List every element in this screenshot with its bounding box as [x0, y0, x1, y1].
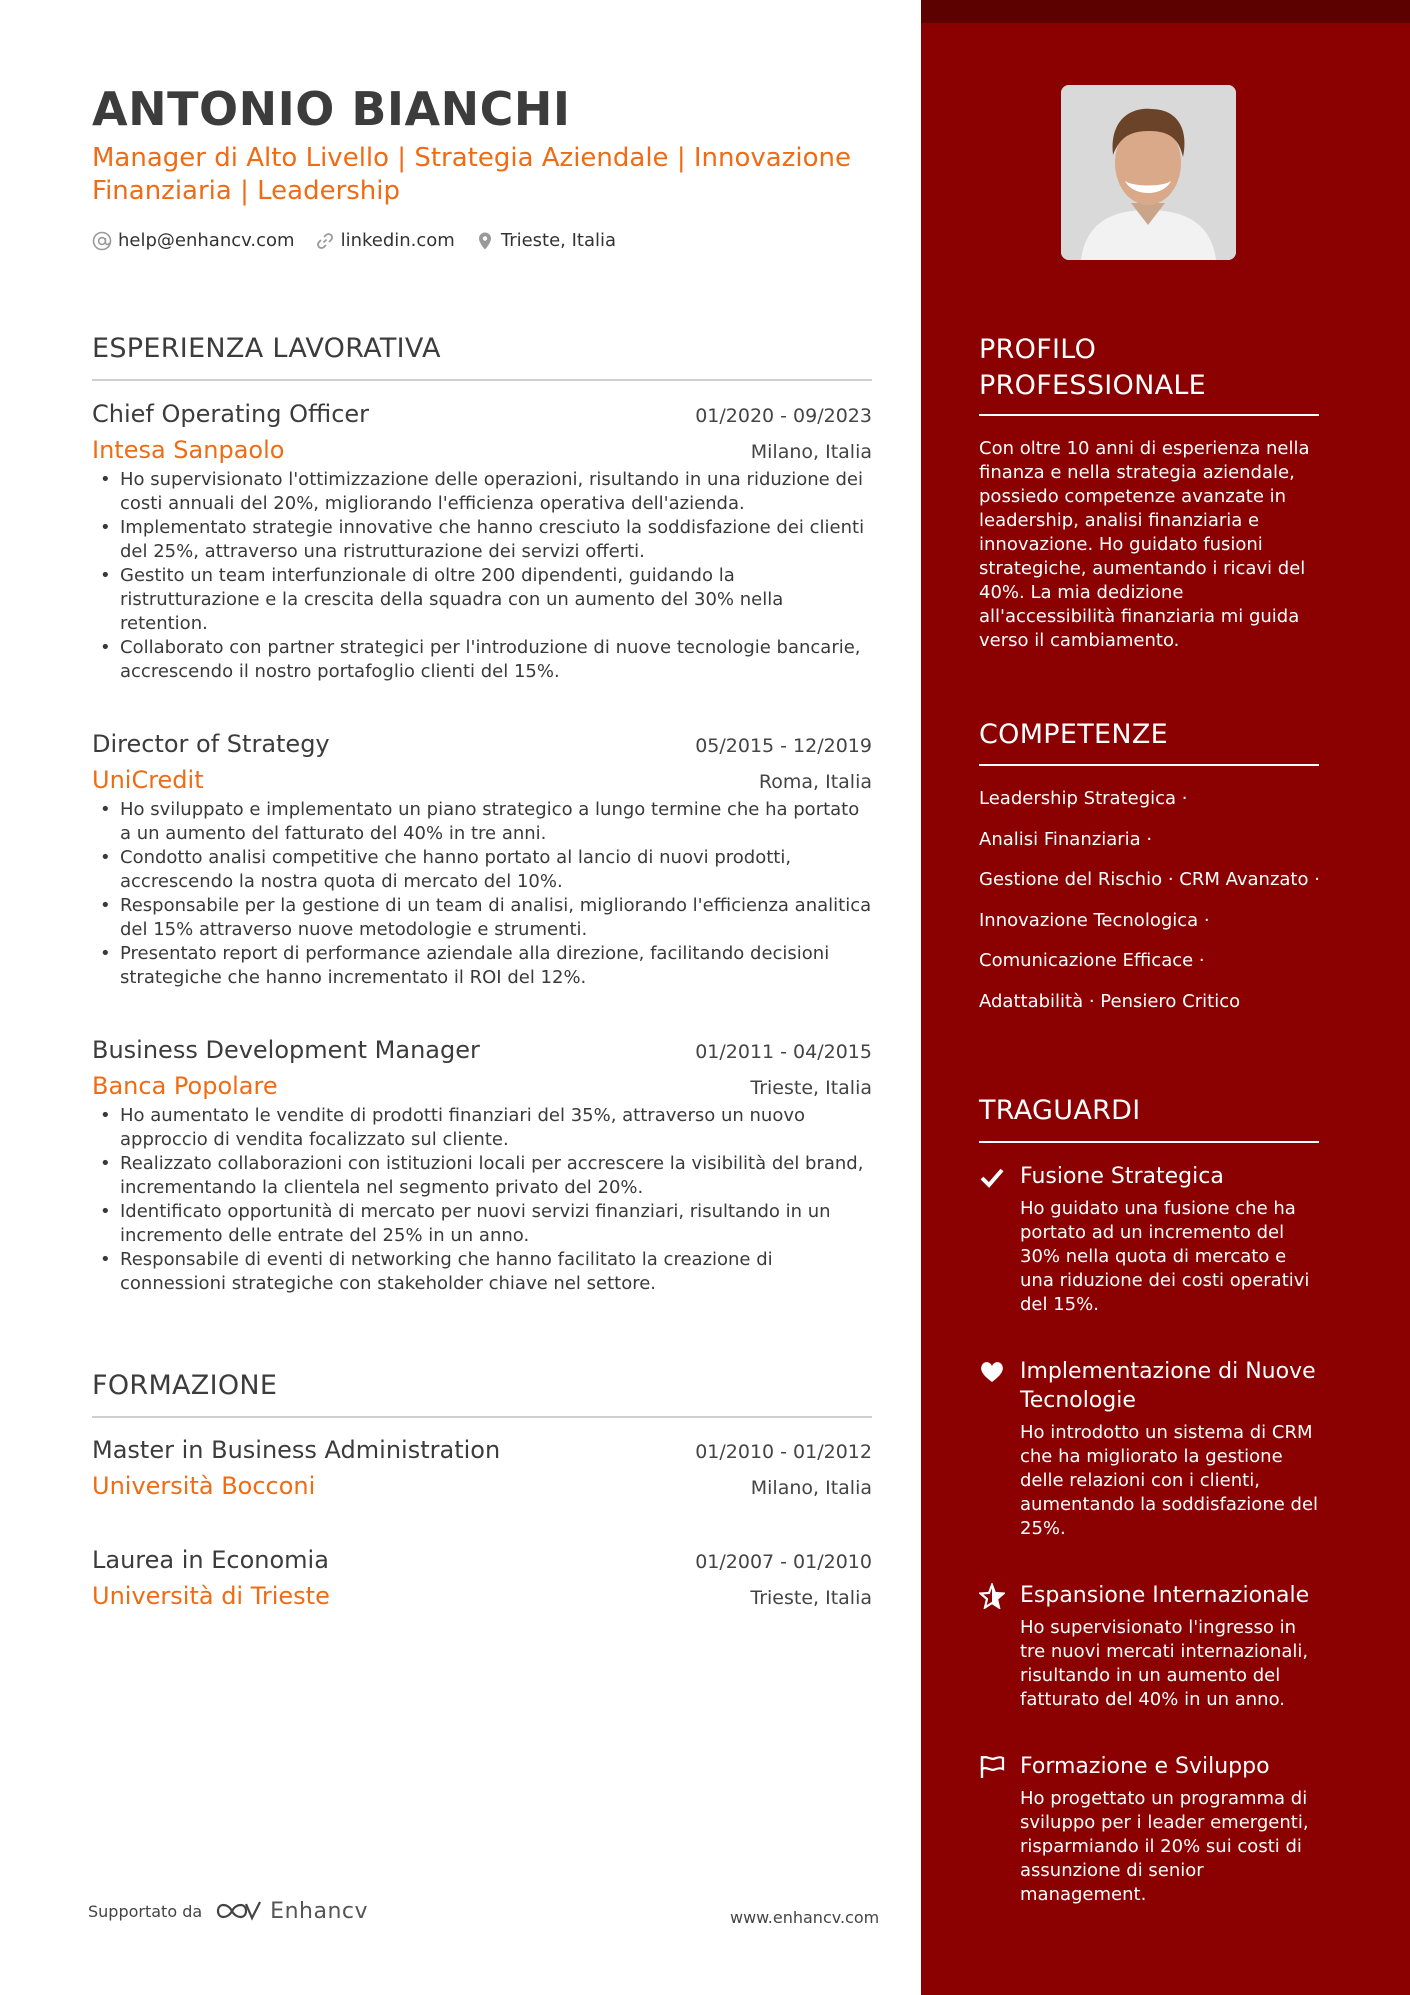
job-role: Business Development Manager: [92, 1036, 480, 1064]
achievement-desc: Ho introdotto un sistema di CRM che ha migliorato la gestione delle relazioni con i clienti, aumentando la soddisfazione del 25%.: [1020, 1422, 1319, 1539]
contact-bar: [92, 230, 636, 251]
job-location: Milano, Italia: [750, 441, 872, 463]
education-degree: Laurea in Economia: [92, 1546, 329, 1574]
email-text: help@enhancv.com: [118, 230, 295, 251]
location-text: Trieste, Italia: [500, 230, 617, 251]
education-degree: Master in Business Administration: [92, 1436, 501, 1464]
skill-line: Analisi Finanziaria ·: [979, 828, 1153, 850]
job-entry: [92, 400, 872, 684]
profile-divider: [979, 414, 1319, 416]
candidate-name: ANTONIO BIANCHI: [92, 82, 571, 136]
profile-text: Con oltre 10 anni di esperienza nella finanza e nella strategia aziendale, possiedo competenze avanzate in leadership, analisi finanziaria e innovazione. Ho guidato fusioni strategiche, aumentando i ricavi del 40%. La mia dedizione all'accessibilità finanziaria mi guida verso il cambiamento.: [979, 438, 1310, 651]
skills-section-title: COMPETENZE: [979, 719, 1169, 750]
job-bullet: • Gestito un team interfunzionale di oltre 200 dipendenti, guidando la ristrutturazione e la crescita della squadra con un aumento del 30% nella retention.: [92, 564, 872, 636]
job-role: Director of Strategy: [92, 730, 330, 758]
job-bullet: • Presentato report di performance aziendale alla direzione, facilitando decisioni strategiche che hanno incrementato il ROI del 12%.: [92, 942, 872, 990]
portrait-icon: [1061, 85, 1236, 260]
footer-website[interactable]: www.enhancv.com: [730, 1908, 880, 1927]
job-bullets: [92, 798, 872, 990]
heart-icon: [979, 1359, 1005, 1385]
job-location: Trieste, Italia: [750, 1077, 872, 1099]
job-bullet: • Ho supervisionato l'ottimizzazione delle operazioni, risultando in una riduzione dei costi annuali del 20%, migliorando l'efficienza operativa dell'azienda.: [92, 468, 872, 516]
job-bullet: • Identificato opportunità di mercato per nuovi servizi finanziari, risultando in un incremento delle entrate del 25% in un anno.: [92, 1200, 872, 1248]
achievement-desc: Ho progettato un programma di sviluppo per i leader emergenti, risparmiando il 20% sui costi di assunzione di senior management.: [1020, 1788, 1309, 1905]
achievement-title: Formazione e Sviluppo: [1020, 1754, 1270, 1779]
job-company: Intesa Sanpaolo: [92, 436, 285, 464]
enhancv-logo-icon: [214, 1898, 264, 1924]
job-bullet: • Condotto analisi competitive che hanno portato al lancio di nuovi prodotti, accrescendo la nostra quota di mercato del 10%.: [92, 846, 872, 894]
at-icon: [92, 231, 112, 251]
achievement-item: [979, 1357, 1339, 1541]
link-icon: [315, 231, 335, 251]
skills-divider: [979, 764, 1319, 766]
education-dates: 01/2010 - 01/2012: [695, 1441, 872, 1463]
check-icon: [979, 1164, 1005, 1190]
achievement-title: Implementazione di Nuove Tecnologie: [1020, 1359, 1316, 1413]
achievements-section-title: TRAGUARDI: [979, 1095, 1141, 1126]
job-bullet: • Ho sviluppato e implementato un piano strategico a lungo termine che ha portato a un aumento del fatturato del 40% in tre anni.: [92, 798, 872, 846]
education-location: Milano, Italia: [750, 1477, 872, 1499]
skill-line: Gestione del Rischio · CRM Avanzato ·: [979, 869, 1320, 890]
flag-icon: [979, 1754, 1005, 1780]
achievement-title: Espansione Internazionale: [1020, 1583, 1310, 1608]
education-entry: [92, 1436, 872, 1500]
job-entry: [92, 1036, 872, 1296]
job-bullets: [92, 1104, 872, 1296]
achievements-divider: [979, 1141, 1319, 1143]
experience-section-title: ESPERIENZA LAVORATIVA: [92, 333, 441, 364]
sidebar-top-bar: [921, 0, 1410, 23]
job-company: Banca Popolare: [92, 1072, 278, 1100]
linkedin-text: linkedin.com: [340, 230, 455, 251]
powered-by: [88, 1898, 368, 1924]
location-pin-icon: [475, 231, 495, 251]
sidebar-column: [921, 0, 1410, 1995]
job-company: UniCredit: [92, 766, 204, 794]
job-dates: 01/2020 - 09/2023: [695, 405, 872, 427]
job-dates: 01/2011 - 04/2015: [695, 1041, 872, 1063]
skill-line: Adattabilità · Pensiero Critico: [979, 990, 1241, 1012]
profile-section-title: PROFILO PROFESSIONALE: [979, 334, 1207, 401]
enhancv-brand-text: Enhancv: [270, 1898, 368, 1924]
candidate-tagline: Manager di Alto Livello | Strategia Aziendale | Innovazione Finanziaria | Leadership: [92, 143, 851, 206]
contact-location: [475, 230, 616, 251]
job-bullet: • Realizzato collaborazioni con istituzioni locali per accrescere la visibilità del brand, incrementando la clientela nel segmento privato del 20%.: [92, 1152, 872, 1200]
powered-by-text: Supportato da: [88, 1901, 203, 1921]
education-divider: [92, 1416, 872, 1418]
star-icon: [979, 1583, 1005, 1609]
job-role: Chief Operating Officer: [92, 400, 370, 428]
achievement-desc: Ho supervisionato l'ingresso in tre nuovi mercati internazionali, risultando in un aumento del fatturato del 40% in un anno.: [1020, 1617, 1309, 1710]
achievement-title: Fusione Strategica: [1020, 1164, 1224, 1189]
job-bullet: • Ho aumentato le vendite di prodotti finanziari del 35%, attraverso un nuovo approccio di vendita focalizzato sul cliente.: [92, 1104, 872, 1152]
job-bullets: [92, 468, 872, 684]
contact-email[interactable]: [92, 230, 295, 251]
job-bullet: • Implementato strategie innovative che hanno cresciuto la soddisfazione dei clienti del 25%, attraverso una ristrutturazione dei servizi offerti.: [92, 516, 872, 564]
job-bullet: • Responsabile di eventi di networking che hanno facilitato la creazione di connessioni strategiche con stakeholder chiave nel settore.: [92, 1248, 872, 1296]
education-entry: [92, 1546, 872, 1610]
job-entry: [92, 730, 872, 990]
job-location: Roma, Italia: [758, 771, 872, 793]
education-school: Università di Trieste: [92, 1582, 330, 1610]
achievement-item: [979, 1581, 1339, 1712]
skill-line: Leadership Strategica ·: [979, 788, 1188, 809]
skills-list: [979, 787, 1339, 1030]
skill-line: Innovazione Tecnologica ·: [979, 909, 1210, 931]
achievement-item: [979, 1752, 1339, 1907]
experience-divider: [92, 379, 872, 381]
profile-photo: [1061, 85, 1236, 260]
education-location: Trieste, Italia: [750, 1587, 872, 1609]
job-bullet: • Collaborato con partner strategici per l'introduzione di nuove tecnologie bancarie, accrescendo il nostro portafoglio clienti del 15%.: [92, 636, 872, 684]
education-dates: 01/2007 - 01/2010: [695, 1551, 872, 1573]
education-school: Università Bocconi: [92, 1472, 316, 1500]
job-bullet: • Responsabile per la gestione di un team di analisi, migliorando l'efficienza analitica del 15% attraverso nuove metodologie e strumenti.: [92, 894, 872, 942]
skill-line: Comunicazione Efficace ·: [979, 950, 1205, 971]
contact-linkedin[interactable]: [315, 230, 455, 251]
job-dates: 05/2015 - 12/2019: [695, 735, 872, 757]
achievement-desc: Ho guidato una fusione che ha portato ad un incremento del 30% nella quota di mercato e una riduzione dei costi operativi del 15%.: [1020, 1198, 1310, 1315]
education-section-title: FORMAZIONE: [92, 1370, 278, 1401]
achievement-item: [979, 1162, 1339, 1317]
